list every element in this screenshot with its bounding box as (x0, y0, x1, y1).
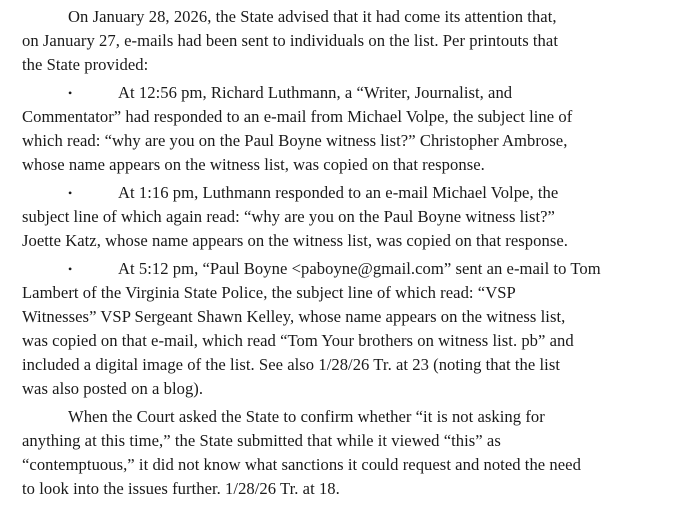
bullet-1-line-1: At 12:56 pm, Richard Luthmann, a “Writer, Journalist, and (118, 83, 513, 102)
bullet-2-line-3: Joette Katz, whose name appears on the witness list, was copied on that response. (22, 231, 568, 250)
bullet-2-line-1: At 1:16 pm, Luthmann responded to an e-mail Michael Volpe, the (118, 183, 559, 202)
bullet-3-line-3: Witnesses” VSP Sergeant Shawn Kelley, whose name appears on the witness list, (22, 307, 566, 326)
bullet-3-line-2: Lambert of the Virginia State Police, the subject line of which read: “VSP (22, 283, 516, 302)
bullet-2-line-2: subject line of which again read: “why are you on the Paul Boyne witness list?” (22, 207, 555, 226)
bullet-1-line-4: whose name appears on the witness list, was copied on that response. (22, 155, 485, 174)
bullet-1-line-3: which read: “why are you on the Paul Boyne witness list?” Christopher Ambrose, (22, 131, 568, 150)
paragraph-2-line-3: “contemptuous,” it did not know what sanctions it could request and noted the need (22, 455, 581, 474)
bullet-3-line-6: was also posted on a blog). (22, 379, 204, 398)
bullet-3-line-4: was copied on that e-mail, which read “Tom Your brothers on witness list. pb” and (22, 331, 574, 350)
paragraph-1-line-1: On January 28, 2026, the State advised that it had come its attention that, (68, 7, 557, 26)
paragraph-1-line-2: on January 27, e-mails had been sent to individuals on the list. Per printouts that (22, 31, 558, 50)
bullet-marker-3: • (68, 262, 73, 276)
bullet-marker-2: • (68, 186, 73, 200)
bullet-1-line-2: Commentator” had responded to an e-mail from Michael Volpe, the subject line of (22, 107, 573, 126)
bullet-3-line-5: included a digital image of the list. See also 1/28/26 Tr. at 23 (noting that the list (22, 355, 561, 374)
paragraph-2-line-4: to look into the issues further. 1/28/26 Tr. at 18. (22, 479, 340, 498)
paragraph-1-line-3: the State provided: (22, 55, 149, 74)
bullet-3-line-1: At 5:12 pm, “Paul Boyne <paboyne@gmail.com” sent an e-mail to Tom (118, 259, 601, 278)
paragraph-2-line-2: anything at this time,” the State submitted that while it viewed “this” as (22, 431, 501, 450)
bullet-marker-1: • (68, 86, 73, 100)
paragraph-2-line-1: When the Court asked the State to confirm whether “it is not asking for (68, 407, 545, 426)
